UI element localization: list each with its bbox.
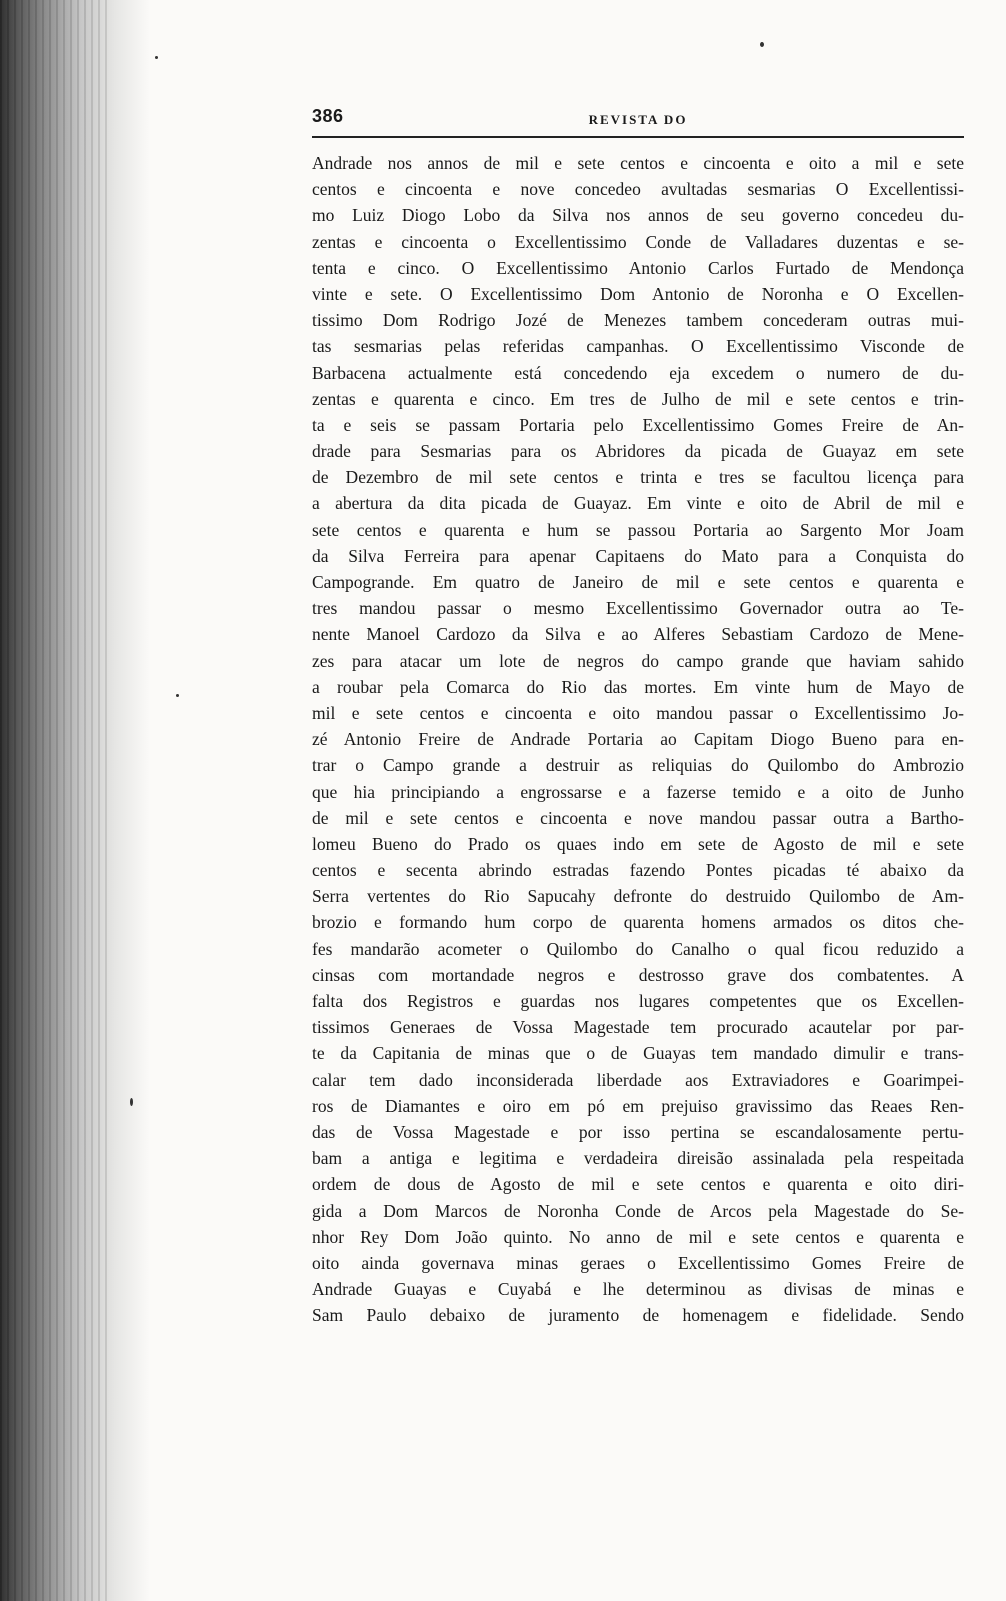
text-line: nhor Rey Dom João quinto. No anno de mil e sete centos e quarenta e bbox=[312, 1226, 964, 1247]
text-line: tres mandou passar o mesmo Excellentissimo Governador outra ao Te- bbox=[312, 598, 964, 619]
text-line: Barbacena actualmente está concedendo eja excedem o numero de du- bbox=[312, 362, 964, 383]
text-line: ros de Diamantes e oiro em pó em prejuiso gravissimo das Reaes Ren- bbox=[312, 1095, 964, 1116]
text-line: trar o Campo grande a destruir as reliquias do Quilombo do Ambrozio bbox=[312, 755, 964, 776]
text-line: tas sesmarias pelas referidas campanhas. O Excellentissimo Visconde de bbox=[312, 336, 964, 357]
text-line: zentas e quarenta e cinco. Em tres de Julho de mil e sete centos e trin- bbox=[312, 388, 964, 409]
text-line: lomeu Bueno do Prado os quaes indo em sete de Agosto de mil e sete bbox=[312, 833, 964, 854]
text-line: zentas e cincoenta o Excellentissimo Conde de Valladares duzentas e se- bbox=[312, 231, 964, 252]
text-line: centos e secenta abrindo estradas fazendo Pontes picadas té abaixo da bbox=[312, 860, 964, 881]
text-line: falta dos Registros e guardas nos lugares competentes que os Excellen- bbox=[312, 991, 964, 1011]
text-line: zes para atacar um lote de negros do campo grande que haviam sahido bbox=[312, 650, 964, 671]
text-line: calar tem dado inconsiderada liberdade aos Extraviadores e Goarimpei- bbox=[312, 1069, 964, 1090]
text-line: tissimo Dom Rodrigo Jozé de Menezes tambem concederam outras mui- bbox=[312, 310, 964, 331]
text-line: a roubar pela Comarca do Rio das mortes. Em vinte hum de Mayo de bbox=[312, 676, 964, 697]
binding-texture bbox=[0, 0, 110, 1601]
running-title: REVISTA DO bbox=[588, 112, 688, 127]
text-line: Sam Paulo debaixo de juramento de homenagem e fidelidade. Sendo bbox=[312, 1305, 964, 1326]
text-line: fes mandarão acometer o Quilombo do Canalho o qual ficou reduzido a bbox=[312, 938, 964, 959]
text-line: nente Manoel Cardozo da Silva e ao Alferes Sebastiam Cardozo de Mene- bbox=[312, 624, 964, 645]
text-line: drade para Sesmarias para os Abridores da picada de Guayaz em sete bbox=[312, 441, 964, 462]
text-line: mo Luiz Diogo Lobo da Silva nos annos de seu governo concedeu du- bbox=[312, 205, 964, 226]
text-line: vinte e sete. O Excellentissimo Dom Antonio de Noronha e O Excellen- bbox=[312, 283, 964, 304]
text-line: cinsas com mortandade negros e destrosso grave dos combatentes. A bbox=[312, 964, 964, 985]
text-line: ordem de dous de Agosto de mil e sete centos e quarenta e oito diri- bbox=[312, 1174, 964, 1195]
text-line: Andrade Guayas e Cuyabá e lhe determinou as divisas de minas e bbox=[312, 1279, 964, 1300]
text-line: tissimos Generaes de Vossa Magestade tem procurado acautelar por par- bbox=[312, 1017, 964, 1038]
print-speck bbox=[760, 42, 764, 47]
text-line: da Silva Ferreira para apenar Capitaens do Mato para a Conquista do bbox=[312, 545, 964, 566]
text-line: bam a antiga e legitima e verdadeira direisão assinalada pela respeitada bbox=[312, 1148, 964, 1169]
text-line: de mil e sete centos e cincoenta e nove mandou passar outra a Bartho- bbox=[312, 807, 964, 828]
text-line: Serra vertentes do Rio Sapucahy defronte do destruido Quilombo de Am- bbox=[312, 886, 964, 907]
page-header bbox=[312, 104, 964, 138]
text-line: zé Antonio Freire de Andrade Portaria ao Capitam Diogo Bueno para en- bbox=[312, 729, 964, 750]
print-speck bbox=[155, 56, 158, 59]
text-line: a abertura da dita picada de Guayaz. Em vinte e oito de Abril de mil e bbox=[312, 493, 964, 514]
text-line: ta e seis se passam Portaria pelo Excellentissimo Gomes Freire de An- bbox=[312, 414, 964, 435]
print-speck bbox=[130, 1098, 133, 1106]
print-speck bbox=[176, 694, 179, 697]
text-line: tenta e cinco. O Excellentissimo Antonio Carlos Furtado de Mendonça bbox=[312, 257, 964, 278]
body-text bbox=[312, 150, 964, 1328]
text-line: oito ainda governava minas geraes o Excellentissimo Gomes Freire de bbox=[312, 1252, 964, 1273]
text-line: brozio e formando hum corpo de quarenta homens armados os ditos che- bbox=[312, 912, 964, 933]
page-number: 386 bbox=[312, 106, 344, 126]
text-line: de Dezembro de mil sete centos e trinta e tres se facultou licença para bbox=[312, 467, 964, 488]
text-line: Andrade nos annos de mil e sete centos e cincoenta e oito a mil e sete bbox=[312, 153, 964, 173]
text-line: que hia principiando a engrossarse e a fazerse temido e a oito de Junho bbox=[312, 781, 964, 802]
text-line: Campogrande. Em quatro de Janeiro de mil e sete centos e quarenta e bbox=[312, 572, 964, 592]
text-line: sete centos e quarenta e hum se passou Portaria ao Sargento Mor Joam bbox=[312, 519, 964, 540]
text-line: centos e cincoenta e nove concedeo avultadas sesmarias O Excellentissi- bbox=[312, 179, 964, 200]
text-line: te da Capitania de minas que o de Guayas tem mandado dimulir e trans- bbox=[312, 1043, 964, 1064]
text-line: das de Vossa Magestade e por isso pertina se escandalosamente pertu- bbox=[312, 1121, 964, 1142]
text-line: mil e sete centos e cincoenta e oito mandou passar o Excellentissimo Jo- bbox=[312, 702, 964, 723]
text-line: gida a Dom Marcos de Noronha Conde de Arcos pela Magestade do Se- bbox=[312, 1200, 964, 1221]
